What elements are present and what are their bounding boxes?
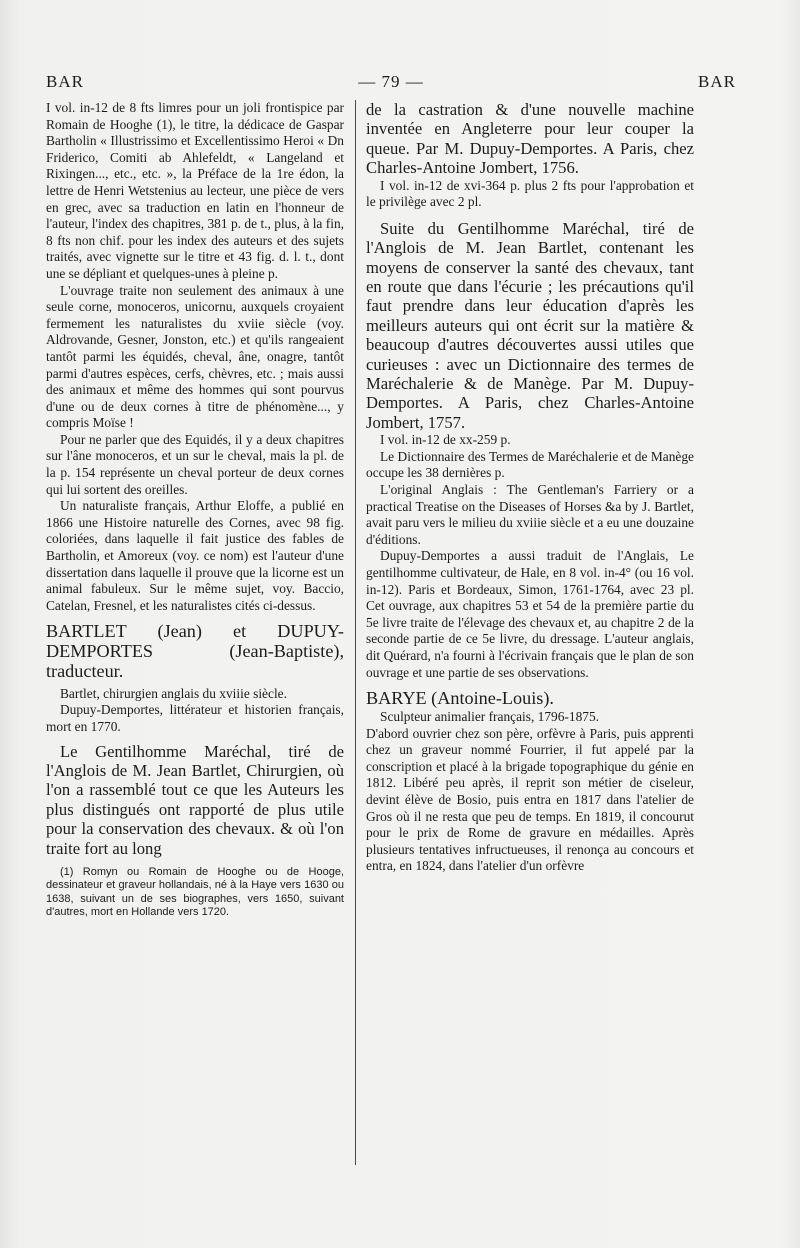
paragraph-barye-bio: Sculpteur animalier français, 1796-1875. [380,708,600,724]
paragraph-bartlet-bio: Bartlet, chirurgien anglais du xviiie siècle. [60,685,287,701]
entry-heading-barye: BARYE (Antoine-Louis). [366,688,554,709]
book-title-gentilhomme: Le Gentilhomme Maréchal, tiré de l'Anglois de M. Jean Bartlet, Chirurgien, où l'on a rassemblé tout ce que les Auteurs les plus distingués ont rapporté de plus utile pour la conservation des chevaux. & où l'on traite fort au long [46,741,344,858]
running-head-left: BAR [46,72,84,91]
paragraph-edition-description: I vol. in-12 de 8 fts limres pour un joli frontispice par Romain de Hooghe (1), le titre, la dédicace de Gaspar Bartholin « Illustrissimo et Excellentissimo Heroi « Dn Friderico, Comiti ab Ahlefeldt, « Langeland et Rixingen..., etc., etc. », la Préface de la 1re édon, la lettre de Henri Wetstenius au lecteur, une pièce de vers en grec, avec sa traduction en latin en l'honneur de l'auteur, l'index des chapitres, 381 p. de t., plus, à la fin, 8 fts non chif. pour les index des auteurs et des sujets traités, avec vignette sur le titre et 43 fig. d. l. t., dont une se dépliant et quelques-unes à pleine p. [46,100,344,281]
entry-heading-bartlet: BARTLET (Jean) et DUPUY-DEMPORTES (Jean-Baptiste), traducteur. [46,621,344,681]
paragraph-original-anglais: L'original Anglais : The Gentleman's Farriery or a practical Treatise on the Diseases of Horses &a by J. Bartlet, avait paru vers le milieu du xviiie siècle et a eu une douzaine d'éditions. [366,482,694,547]
running-head [46,72,736,100]
column-divider [355,100,356,1165]
paragraph-dictionnaire: Le Dictionnaire des Termes de Maréchalerie et de Manège occupe les 38 dernières p. [366,448,694,481]
paragraph-eloffe: Un naturaliste français, Arthur Eloffe, a publié en 1866 une Histoire naturelle des Cornes, avec 98 fig. coloriées, dans laquelle il fait justice des fables de Bartholin, et Amoreux (voy. ce nom) est l'auteur d'une dissertation dans laquelle il prouve que la licorne est un animal fabuleux. Sur le même sujet, voy. Baccio, Catelan, Fresnel, et les naturalistes cités ci-dessus. [46,498,344,613]
running-head-right: BAR [698,72,736,91]
paragraph-barye-career: D'abord ouvrier chez son père, orfèvre à Paris, puis apprenti chez un graveur nommé Fourrier, il fut appelé par la conscription et placé à la brigade topographique du génie en 1812. Libéré peu après, il reprit son métier de ciseleur, devint élève de Bosio, puis entra en 1817 dans l'atelier de Gros où il ne resta que peu de temps. En 1819, il concourut pour le prix de Rome de gravure en médailles. Après plusieurs tentatives infructueuses, il renonça au concours et entra, en 1824, dans l'atelier d'un orfèvre [366,725,694,874]
paragraph-volume-1757: I vol. in-12 de xx-259 p. [380,432,511,448]
book-title-continuation: de la castration & d'une nouvelle machine inventée en Angleterre pour leur couper la queue. Par M. Dupuy-Demportes. A Paris, chez Charles-Antoine Jombert, 1756. [366,100,694,178]
left-column [46,100,344,1210]
paragraph-work-subject: L'ouvrage traite non seulement des animaux à une seule corne, monoceros, unicornu, auxquels croyaient fermement les naturalistes du xviie siècle (voy. Aldrovande, Gesner, Jonston, etc.) et qu'ils rangeaient tantôt parmi les équidés, cheval, âne, onagre, tantôt parmi d'autres espèces, cerfs, chèvres, etc. ; mais aussi des animaux et même des hommes qui sont pourvus d'une ou de deux cornes à titre de phénomène..., y compris Moïse ! [46,282,344,431]
paragraph-equides: Pour ne parler que des Equidés, il y a deux chapitres sur l'âne monoceros, et un sur le cheval, mais la pl. de la p. 154 représente un cheval porteur de deux cornes qui lui sortent des oreilles. [46,431,344,497]
right-column [366,100,694,1210]
page-number: — 79 — [358,72,424,91]
footnote: (1) Romyn ou Romain de Hooghe ou de Hooge, dessinateur et graveur hollandais, né à la Haye vers 1630 ou 1638, suivant un de ses biographes, vers 1650, suivant d'autres, mort en Hollande vers 1720. [46,866,344,919]
paragraph-volume-1756: I vol. in-12 de xvi-364 p. plus 2 fts pour l'approbation et le privilège avec 2 pl. [366,177,694,210]
paragraph-gentilhomme-cultivateur: Dupuy-Demportes a aussi traduit de l'Anglais, Le gentilhomme cultivateur, de Hale, en 8 vol. in-4° (ou 16 vol. in-12). Paris et Bordeaux, Simon, 1761-1764, avec 23 pl. Cet ouvrage, aux chapitres 53 et 54 de la première partie du 5e livre traite de l'élevage des chevaux et, au chapitre 2 de la seconde partie de ce 5e livre, du dressage. L'auteur anglais, dit Quérard, n'a fourni à l'écrivain français que le plan de son ouvrage et une partie de ses observations. [366,548,694,680]
book-title-suite: Suite du Gentilhomme Maréchal, tiré de l'Anglois de M. Jean Bartlet, contenant les moyens de conserver la santé des chevaux, tant en route que dans l'écurie ; les précautions qu'il faut prendre dans leur éducation d'après les meilleurs auteurs qui ont écrit sur la matière & beaucoup d'autres découvertes aussi utiles que curieuses : avec un Dictionnaire des termes de Maréchalerie & de Manège. Par M. Dupuy-Demportes. A Paris, chez Charles-Antoine Jombert, 1757. [366,218,694,432]
paragraph-dupuy-bio: Dupuy-Demportes, littérateur et historien français, mort en 1770. [46,702,344,734]
